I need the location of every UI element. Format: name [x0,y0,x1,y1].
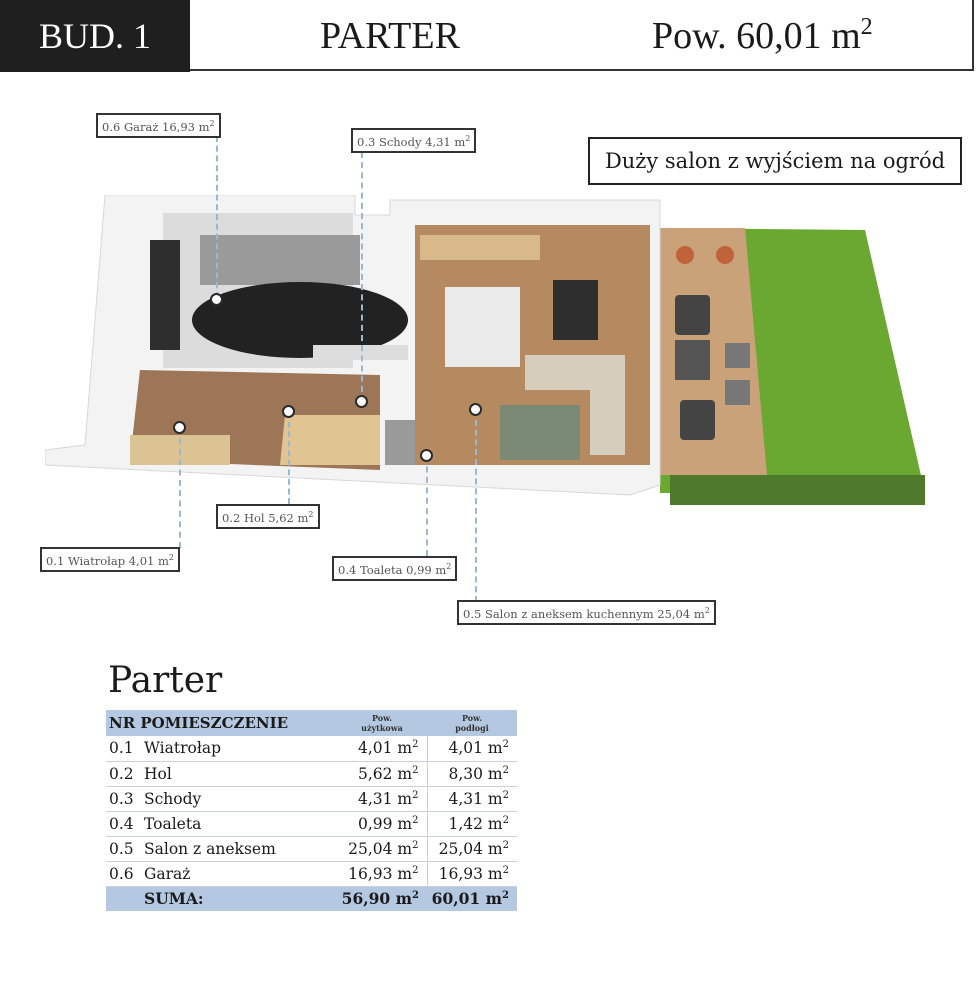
table-sum-row: SUMA: 56,90 $m^2$ 60,01 $m^2$ [106,886,517,911]
building-label: BUD. 1 [0,0,190,72]
room-marker-wiatrolap[interactable] [173,421,186,434]
room-marker-salon[interactable] [469,403,482,416]
table-header-row [106,710,517,736]
leader-garaz [216,136,218,298]
leader-toaleta [426,456,428,556]
total-area [652,14,873,58]
label-garaz: 0.6 Garaż 16,93 $m^2$ [96,113,221,138]
table-row: 0.4 Toaleta 0,99 $m^2$ 1,42 $m^2$ [106,811,517,836]
room-marker-garaz[interactable] [210,293,223,306]
sofa [525,355,625,390]
floor-title: PARTER [320,15,460,57]
label-toaleta: 0.4 Toaleta 0,99 $m^2$ [332,556,457,581]
table-row: 0.5 Salon z aneksem 25,04 $m^2$ 25,04 $m^2$ [106,836,517,861]
feature-callout: Duży salon z wyjściem na ogród [588,137,962,185]
stairs [280,415,380,465]
table-title: Parter [108,660,223,701]
rug [500,405,580,460]
table-row: 0.1 Wiatrołap 4,01 $m^2$ 4,01 $m^2$ [106,736,517,761]
header-usable: Pow. użytkowa [337,710,427,736]
label-hol: 0.2 Hol 5,62 $m^2$ [216,504,320,529]
table-row: 0.3 Schody 4,31 $m^2$ 4,31 $m^2$ [106,786,517,811]
leader-schody [361,152,363,402]
rooms-table [106,710,517,911]
total-area-value: Pow. 60,01 m [652,15,861,57]
header-floor: Pow. podłogi [427,710,517,736]
table-row: 0.6 Garaż 16,93 $m^2$ 16,93 $m^2$ [106,861,517,886]
planters [670,475,925,505]
label-salon: 0.5 Salon z aneksem kuchennym 25,04 $m^2$ [457,600,716,625]
dining-table [553,280,598,340]
leader-wiatrolap [179,428,181,548]
room-marker-toaleta[interactable] [420,449,433,462]
leader-hol [288,412,290,504]
label-schody: 0.3 Schody 4,31 $m^2$ [351,128,476,153]
leader-salon [475,410,477,602]
room-marker-hol[interactable] [282,405,295,418]
table-row: 0.2 Hol 5,62 $m^2$ 8,30 $m^2$ [106,761,517,786]
header-bar [0,0,977,72]
area-unit-sup: 2 [860,14,873,40]
label-wiatrolap: 0.1 Wiatrołap 4,01 $m^2$ [40,547,180,572]
room-marker-schody[interactable] [355,395,368,408]
header-nr: NR POMIESZCZENIE [106,710,337,736]
